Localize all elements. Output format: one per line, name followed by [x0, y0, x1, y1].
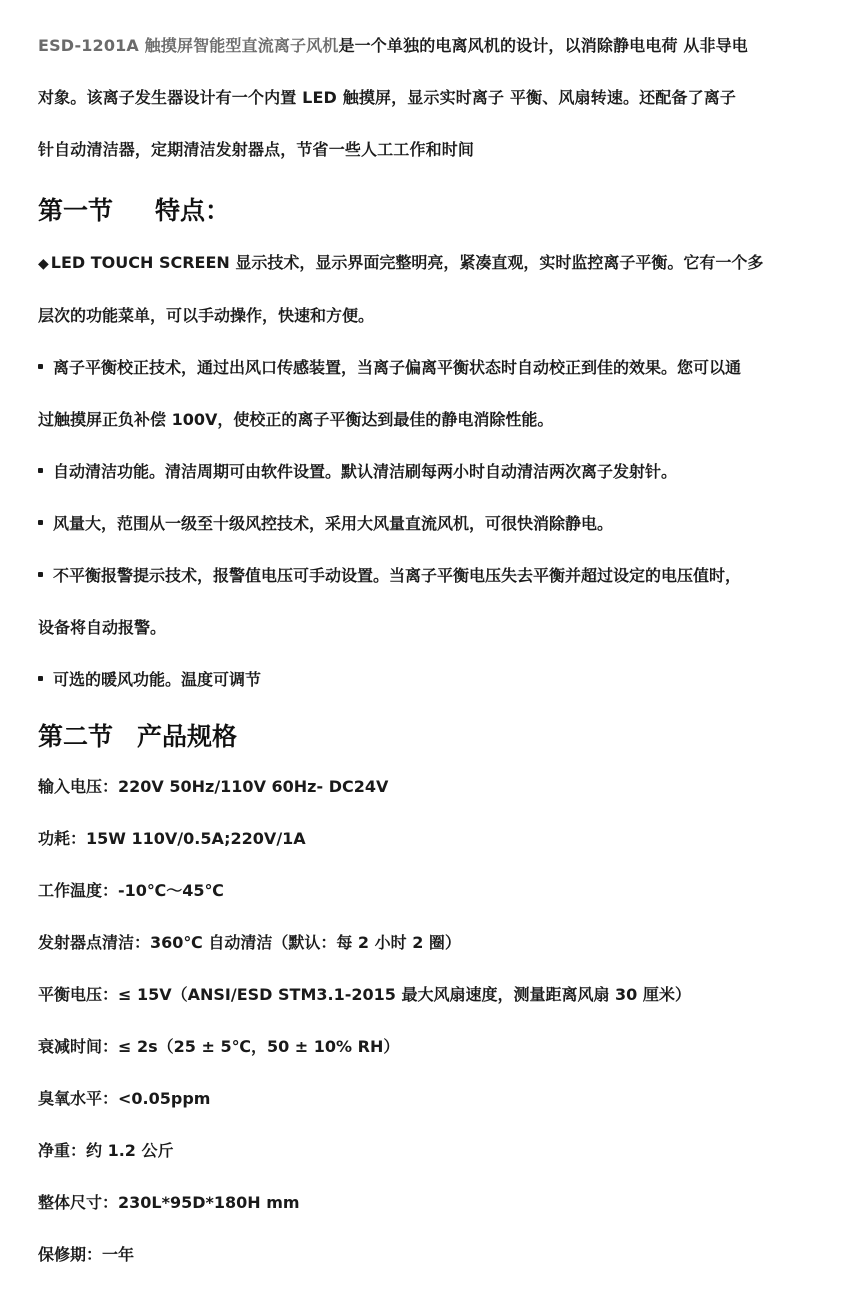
- diamond-bullet-icon: ◆: [38, 256, 49, 272]
- spec-warranty: 保修期：一年: [38, 1245, 135, 1264]
- spec-dimensions: 整体尺寸：230L*95D*180H mm: [38, 1193, 300, 1212]
- spec-balance-voltage: 平衡电压：≤ 15V（ANSI/ESD STM3.1-2015 最大风扇速度，测量距离风扇 30 厘米）: [38, 985, 691, 1004]
- intro-line-2: 对象。该离子发生器设计有一个内置 LED 触摸屏，显示实时离子 平衡、风扇转速。还配备了离子: [38, 88, 737, 107]
- feature-item-line: 层次的功能菜单，可以手动操作，快速和方便。: [38, 306, 375, 325]
- section-2-number: 第二节: [38, 722, 114, 751]
- feature-item-line: [38, 342, 818, 394]
- intro-line-1: [38, 20, 818, 72]
- feature-item-line: 过触摸屏正负补偿 100V，使校正的离子平衡达到最佳的静电消除性能。: [38, 410, 554, 429]
- spec-operating-temperature: 工作温度：-10℃～45℃: [38, 881, 224, 900]
- bullet-icon: [38, 572, 43, 577]
- bullet-icon: [38, 364, 43, 369]
- section-2-heading: [38, 724, 818, 749]
- intro-paragraph: [38, 0, 818, 176]
- feature-item-line: [38, 498, 818, 550]
- feature-item-line: [38, 550, 818, 602]
- spec-power: 功耗：15W 110V/0.5A;220V/1A: [38, 829, 306, 848]
- bullet-icon: [38, 520, 43, 525]
- section-1-heading: [38, 198, 818, 223]
- feature-text: 离子平衡校正技术，通过出风口传感装置，当离子偏离平衡状态时自动校正到佳的效果。您可以通: [53, 358, 742, 377]
- spec-input-voltage: 输入电压：220V 50Hz/110V 60Hz- DC24V: [38, 777, 389, 796]
- intro-line-1-text: 是一个单独的电离风机的设计，以消除静电电荷 从非导电: [338, 36, 748, 55]
- features-list: [38, 237, 818, 706]
- spec-ozone-level: 臭氧水平：<0.05ppm: [38, 1089, 211, 1108]
- spec-net-weight: 净重：约 1.2 公斤: [38, 1141, 174, 1160]
- spec-decay-time: 衰减时间：≤ 2s（25 ± 5℃，50 ± 10% RH）: [38, 1037, 400, 1056]
- spec-emitter-cleaning: 发射器点清洁：360℃ 自动清洁（默认：每 2 小时 2 圈）: [38, 933, 461, 952]
- bullet-icon: [38, 676, 43, 681]
- feature-text: 不平衡报警提示技术，报警值电压可手动设置。当离子平衡电压失去平衡并超过设定的电压值时，: [53, 566, 742, 585]
- feature-text: 风量大，范围从一级至十级风控技术，采用大风量直流风机，可很快消除静电。: [53, 514, 614, 533]
- feature-item-line: [38, 237, 818, 290]
- feature-text: 自动清洁功能。清洁周期可由软件设置。默认清洁刷每两小时自动清洁两次离子发射针。: [53, 462, 678, 481]
- feature-item-line: [38, 654, 818, 706]
- intro-line-3: 针自动清洁器，定期清洁发射器点，节省一些人工工作和时间: [38, 140, 475, 159]
- feature-item-line: 设备将自动报警。: [38, 618, 167, 637]
- section-1-title: 特点：: [155, 196, 231, 225]
- product-model-name: ESD-1201A 触摸屏智能型直流离子风机: [38, 36, 339, 55]
- specs-list: [38, 761, 818, 1281]
- section-1-number: 第一节: [38, 196, 114, 225]
- document-page: [38, 0, 818, 1281]
- feature-text: LED TOUCH SCREEN 显示技术，显示界面完整明亮，紧凑直观，实时监控离子平衡。它有一个多: [50, 253, 764, 272]
- feature-text: 可选的暖风功能。温度可调节: [53, 670, 262, 689]
- feature-item-line: [38, 446, 818, 498]
- bullet-icon: [38, 468, 43, 473]
- section-2-title: 产品规格: [137, 722, 238, 751]
